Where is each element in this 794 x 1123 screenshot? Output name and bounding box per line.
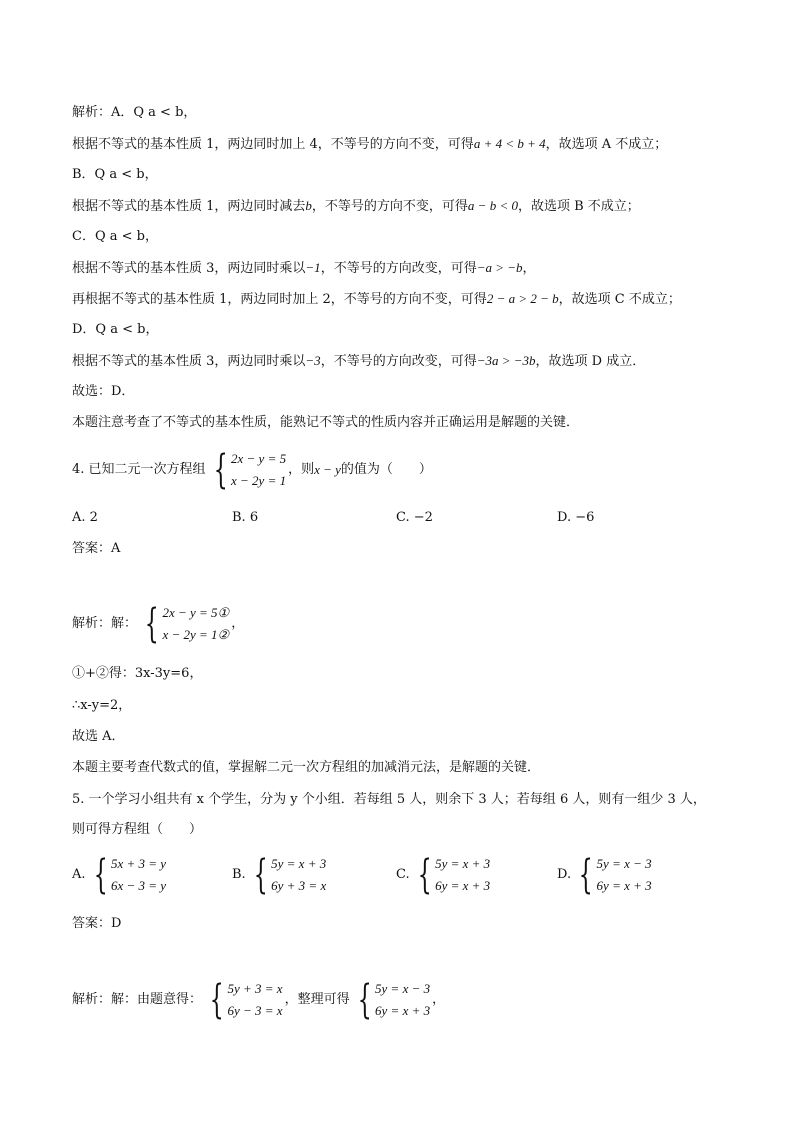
solution-equation-system: { 5y + 3 = x 6y − 3 = x xyxy=(209,977,283,1023)
q5-option-d: D. { 5y = x − 3 6y = x + 3 xyxy=(557,852,652,898)
simplified-equation-system: { 5y = x − 3 6y = x + 3 xyxy=(357,977,431,1023)
analysis-line-5: C．Q a < b， xyxy=(72,229,158,244)
q5-option-a: A. { 5x + 3 = y 6x − 3 = y xyxy=(72,852,167,898)
question-4: 4. 已知二元一次方程组 { 2x − y = 5 x − 2y = 1 ，则x − y的值为（ ） xyxy=(72,447,432,493)
equation-system: { 2x − y = 5 x − 2y = 1 xyxy=(213,447,287,493)
q5-answer: 答案：D xyxy=(72,916,122,931)
analysis-line-7: 再根据不等式的基本性质 1，两边同时加上 2，不等号的方向不变，可得2 − a > 2 − b，故选项 C 不成立； xyxy=(72,291,681,307)
q4-solution: 解析：解： { 2x − y = 5① x − 2y = 1② ， xyxy=(72,601,245,647)
q5-option-b: B. { 5y = x + 3 6y + 3 = x xyxy=(232,852,327,898)
analysis-line-6: 根据不等式的基本性质 3，两边同时乘以−1，不等号的方向改变，可得−a > −b， xyxy=(72,260,536,276)
analysis-line-9: 根据不等式的基本性质 3，两边同时乘以−3，不等号的方向改变，可得−3a > −3b，故选项 D 成立． xyxy=(72,353,646,369)
analysis-line-1: 解析：A．Q a < b， xyxy=(72,105,197,120)
analysis-line-3: B．Q a < b， xyxy=(72,167,158,182)
q4-summary: 本题主要考查代数式的值，掌握解二元一次方程组的加减消元法，是解题的关键． xyxy=(72,760,541,775)
analysis-conclusion: 故选：D． xyxy=(72,384,135,399)
q4-answer: 答案：A xyxy=(72,541,121,556)
solution-equation-system: { 2x − y = 5① x − 2y = 1② xyxy=(144,601,230,647)
q4-step-2: ∴x-y=2， xyxy=(72,698,132,713)
question-5-line-2: 则可得方程组（ ） xyxy=(72,822,203,837)
question-5-line-1: 5. 一个学习小组共有 x 个学生，分为 y 个小组．若每组 5 人，则余下 3 人；若每组 6 人，则有一组少 3 人， xyxy=(72,792,706,807)
analysis-line-2: 根据不等式的基本性质 1，两边同时加上 4，不等号的方向不变，可得a + 4 < b + 4，故选项 A 不成立； xyxy=(72,136,668,152)
q4-option-c: C. −2 xyxy=(396,510,433,525)
q4-option-b: B. 6 xyxy=(232,510,259,525)
q4-option-d: D. −6 xyxy=(557,510,595,525)
q5-solution: 解析：解：由题意得： { 5y + 3 = x 6y − 3 = x ，整理可得 { 5y = x − 3 6y = x + 3 ， xyxy=(72,977,446,1023)
analysis-line-4: 根据不等式的基本性质 1，两边同时减去b，不等号的方向不变，可得a − b < 0，故选项 B 不成立； xyxy=(72,198,640,214)
analysis-line-8: D．Q a < b， xyxy=(72,322,159,337)
q4-option-a: A. 2 xyxy=(72,510,98,525)
q5-option-c: C. { 5y = x + 3 6y = x + 3 xyxy=(396,852,491,898)
analysis-summary: 本题注意考查了不等式的基本性质，能熟记不等式的性质内容并正确运用是解题的关键． xyxy=(72,415,580,430)
q4-step-1: ①+②得：3x-3y=6， xyxy=(72,666,203,681)
q4-conclusion: 故选 A． xyxy=(72,729,125,744)
